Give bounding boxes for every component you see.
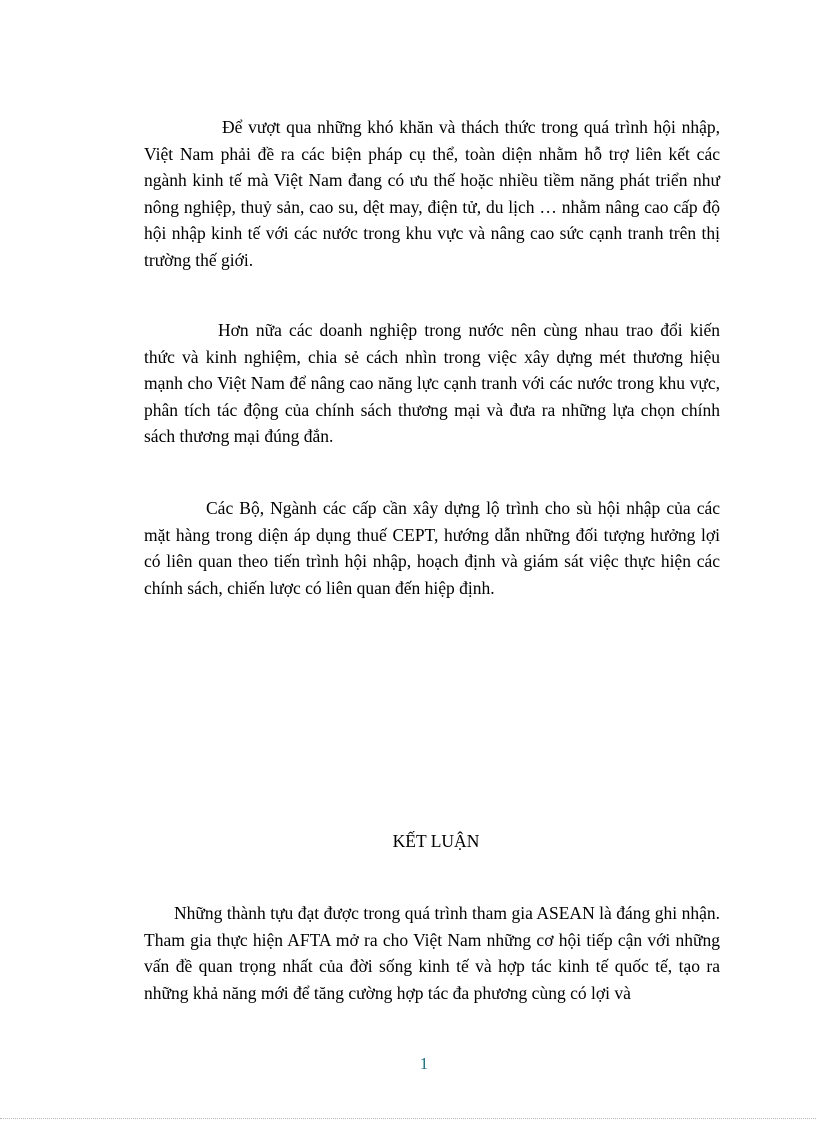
paragraph-conclusion: Những thành tựu đạt được trong quá trình tham gia ASEAN là đáng ghi nhận. Tham gia thực hiện AFTA mở ra cho Việt Nam những cơ hội tiếp cận với những vấn đề quan trọng nhất của đời sống kinh tế và hợp tác kinh tế quốc tế, tạo ra những khả năng mới để tăng cường hợp tác đa phương cùng có lợi và [144, 903, 720, 1003]
paragraph-enterprise-cooperation: Hơn nữa các doanh nghiệp trong nước nên cùng nhau trao đổi kiến thức và kinh nghiệm, chia sẻ cách nhìn trong việc xây dựng mét thương hiệu mạnh cho Việt Nam để nâng cao năng lực cạnh tranh với các nước trong khu vực, phân tích tác động của chính sách thương mại và đưa ra những lựa chọn chính sách thương mại đúng đắn. [144, 320, 720, 447]
page-bottom-divider [0, 1118, 816, 1119]
page-number: 1 [419, 1054, 429, 1073]
conclusion-heading: KẾT LUẬN [392, 831, 480, 851]
paragraph-integration-measures: Để vượt qua những khó khăn và thách thức trong quá trình hội nhập, Việt Nam phải đề ra các biện pháp cụ thể, toàn diện nhằm hỗ trợ liên kết các ngành kinh tế mà Việt Nam đang có ưu thế hoặc nhiều tiềm năng phát triển như nông nghiệp, thuỷ sản, cao su, dệt may, điện tử, du lịch … nhằm nâng cao cấp độ hội nhập kinh tế với các nước trong khu vực và nâng cao sức cạnh tranh trên thị trường thế giới. [144, 117, 720, 270]
paragraph-ministries-roadmap: Các Bộ, Ngành các cấp cần xây dựng lộ trình cho sù hội nhập của các mặt hàng trong diện áp dụng thuế CEPT, hướng dẫn những đối tượng hưởng lợi có liên quan theo tiến trình hội nhập, hoạch định và giám sát việc thực hiện các chính sách, chiến lược có liên quan đến hiệp định. [144, 498, 720, 598]
